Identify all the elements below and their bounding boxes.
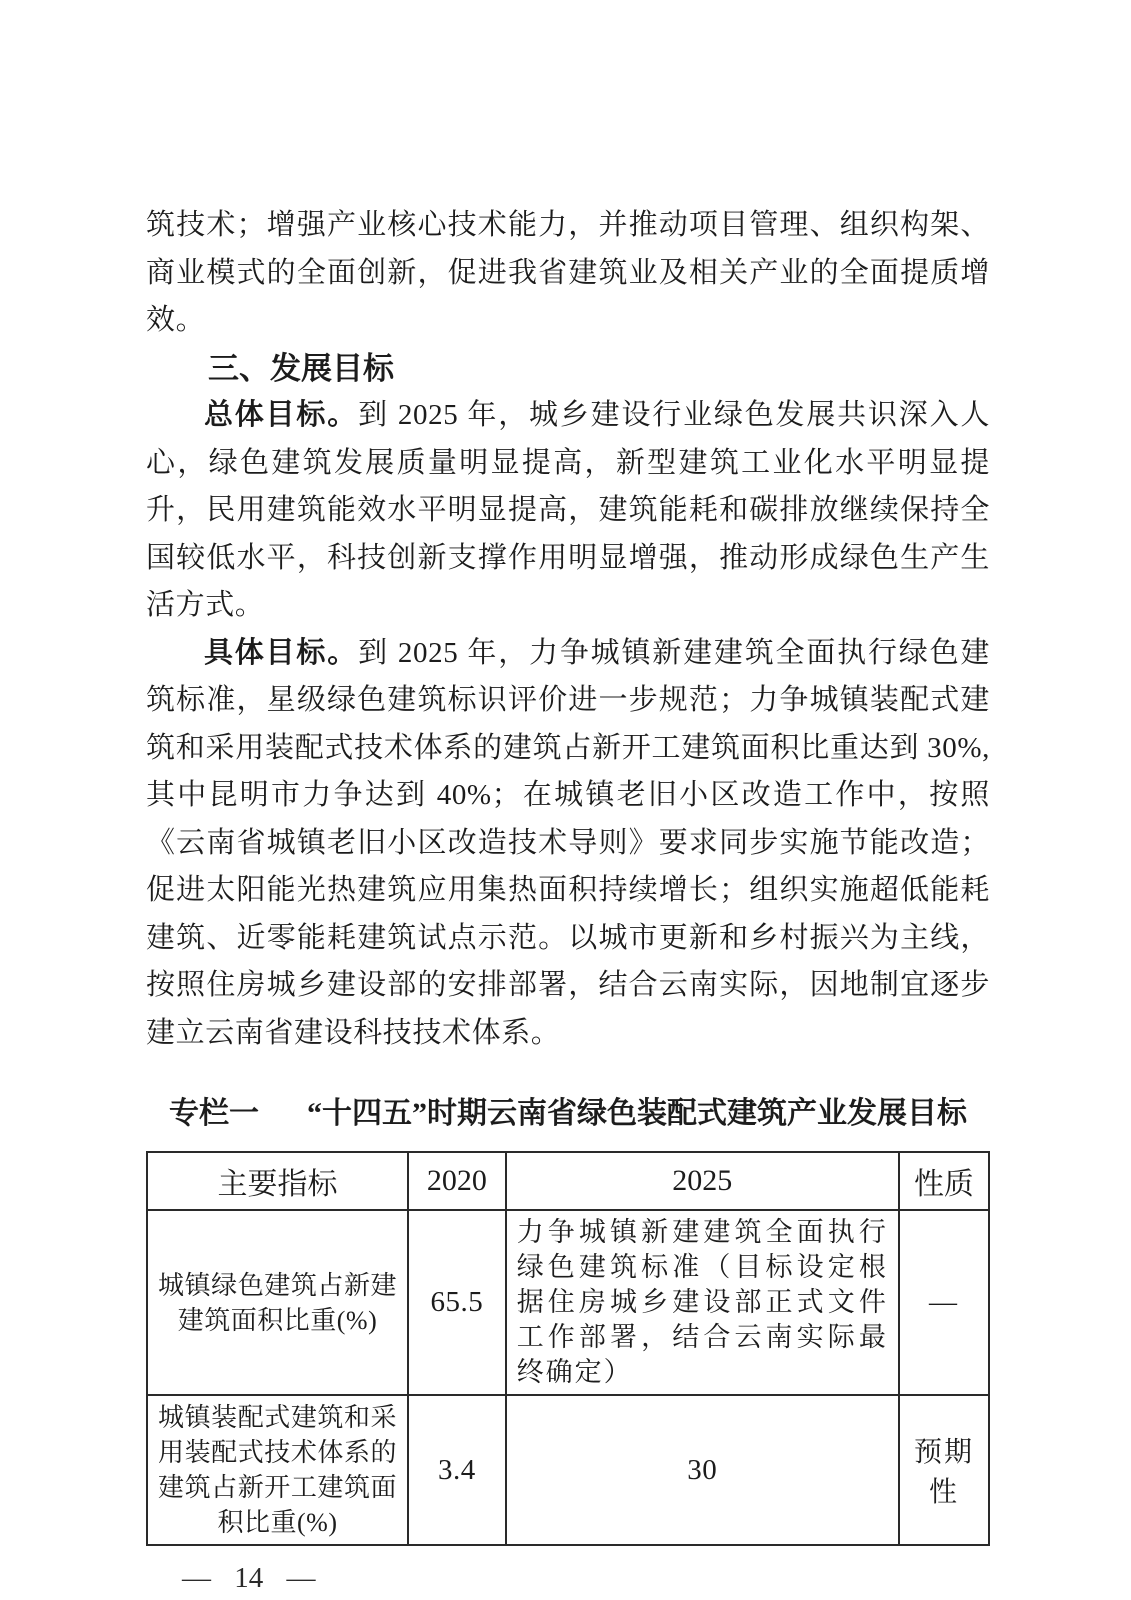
panel-title-text: “十四五”时期云南省绿色装配式建筑产业发展目标 xyxy=(307,1097,967,1130)
column-header-nature: 性质 xyxy=(899,1152,989,1210)
page-number: — 14 — xyxy=(182,1562,316,1594)
column-header-indicator: 主要指标 xyxy=(147,1152,408,1210)
table-row xyxy=(147,1210,989,1395)
paragraph-specific-goal xyxy=(146,630,990,1058)
cell-2025-value: 力争城镇新建建筑全面执行绿色建筑标准（目标设定根据住房城乡建设部正式文件工作部署，结合云南实际最终确定） xyxy=(506,1210,899,1395)
panel-label: 专栏一 xyxy=(169,1097,259,1130)
cell-2020-value: 3.4 xyxy=(408,1395,506,1545)
cell-2025-value: 30 xyxy=(506,1395,899,1545)
cell-nature: — xyxy=(899,1210,989,1395)
paragraph-overall-goal xyxy=(146,392,990,630)
specific-goal-lead: 具体目标。 xyxy=(204,636,359,669)
cell-indicator: 城镇装配式建筑和采用装配式技术体系的建筑占新开工建筑面积比重(%) xyxy=(147,1395,408,1545)
specific-goal-text: 到 2025 年，力争城镇新建建筑全面执行绿色建筑标准，星级绿色建筑标识评价进一步规范；力争城镇装配式建筑和采用装配式技术体系的建筑占新开工建筑面积比重达到 30%, 其中昆明市力争达到 40%；在城镇老旧小区改造工作中，按照《云南省城镇老旧小区改造技术导则》要求同步实施节能改造；促进太阳能光热建筑应用集热面积持续增长；组织实施超低能耗建筑、近零能耗建筑试点示范。以城市更新和乡村振兴为主线，按照住房城乡建设部的安排部署，结合云南实际，因地制宜逐步建立云南省建设科技技术体系。 xyxy=(146,636,990,1049)
section-heading: 三、发展目标 xyxy=(208,350,394,386)
paragraph-continuation: 筑技术；增强产业核心技术能力，并推动项目管理、组织构架、商业模式的全面创新，促进我省建筑业及相关产业的全面提质增效。 xyxy=(146,209,990,336)
column-header-2025: 2025 xyxy=(506,1152,899,1210)
page-content xyxy=(146,202,990,1595)
cell-indicator: 城镇绿色建筑占新建建筑面积比重(%) xyxy=(147,1210,408,1395)
column-header-2020: 2020 xyxy=(408,1152,506,1210)
table-header-row xyxy=(147,1152,989,1210)
overall-goal-text: 到 2025 年，城乡建设行业绿色发展共识深入人心，绿色建筑发展质量明显提高，新型建筑工业化水平明显提升，民用建筑能效水平明显提高，建筑能耗和碳排放继续保持全国较低水平，科技创新支撑作用明显增强，推动形成绿色生产生活方式。 xyxy=(146,399,990,621)
cell-nature: 预期性 xyxy=(899,1395,989,1545)
goals-table xyxy=(146,1151,990,1546)
overall-goal-lead: 总体目标。 xyxy=(204,399,359,431)
panel-title xyxy=(146,1091,990,1137)
table-row xyxy=(147,1395,989,1545)
cell-2020-value: 65.5 xyxy=(408,1210,506,1395)
